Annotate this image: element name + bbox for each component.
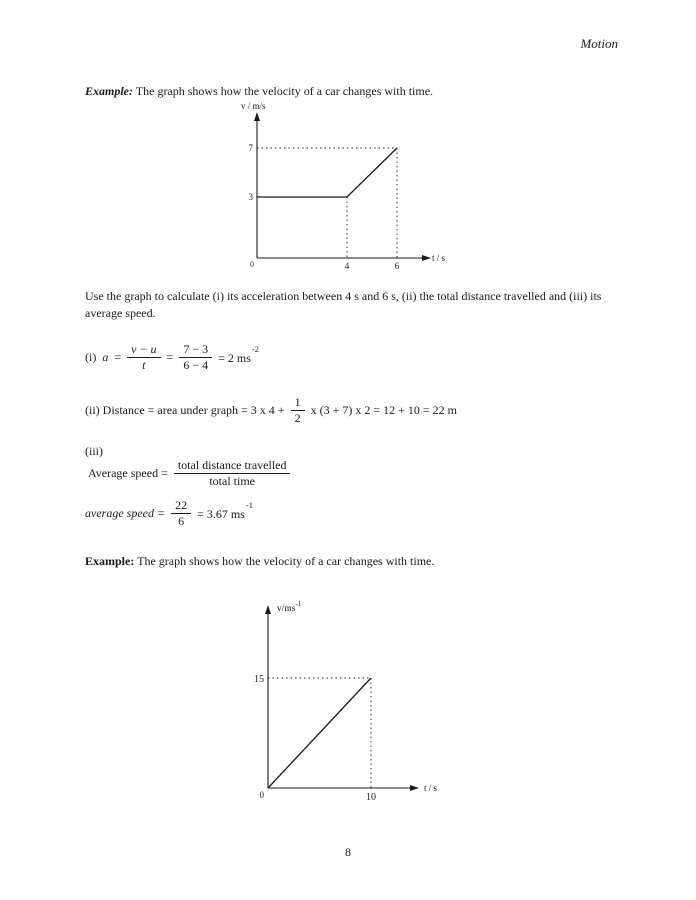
part-ii-tail: x (3 + 7) x 2 = 12 + 10 = 22 m (310, 403, 457, 417)
example-1-text: The graph shows how the velocity of a car changes with time. (133, 84, 434, 98)
origin-label: 0 (259, 790, 264, 800)
part-ii-lead: (ii) Distance = area under graph = 3 x 4 + (85, 403, 285, 417)
part-iii-label: (iii) (85, 444, 103, 458)
x-axis-arrow-icon (422, 255, 431, 261)
part-i-label: (i) (85, 350, 97, 364)
x-tick-4: 4 (344, 261, 350, 271)
example-2-heading (85, 553, 645, 570)
y-axis-label-exponent: -1 (295, 600, 302, 608)
y-tick-15: 15 (254, 674, 264, 685)
x-tick-10: 10 (366, 792, 376, 803)
x-tick-6: 6 (394, 261, 400, 271)
part-i-variable: a (102, 350, 109, 364)
average-speed-formula (88, 458, 290, 489)
solution-part-i (85, 342, 259, 373)
part-i-equals-1: = (114, 350, 122, 364)
avg-speed-result-lhs: average speed = (85, 506, 166, 520)
example-2-text: The graph shows how the velocity of a car changes with time. (134, 554, 435, 568)
velocity-line (257, 148, 397, 197)
avg-speed-lhs: Average speed = (88, 466, 168, 480)
avg-speed-fraction: $\frac{\text{total distance travelled}}{\text{total time}}$ (174, 458, 291, 489)
origin-label: 0 (250, 260, 254, 269)
avg-speed-result-value: = 3.67 $ms^{-1}$ (197, 500, 253, 521)
velocity-time-graph-1 (228, 100, 458, 275)
y-axis-label: $v/ms^{-1}$ (277, 600, 302, 614)
question-paragraph: Use the graph to calculate (i) its acceleration between 4 s and 6 s, (ii) the total distance travelled and (iii) its average speed. (85, 289, 602, 320)
y-axis-arrow-icon (254, 112, 260, 121)
x-axis-arrow-icon (410, 785, 419, 791)
average-speed-result (85, 498, 253, 529)
solution-part-ii (85, 395, 457, 426)
example-1-label: Example: (85, 84, 133, 98)
velocity-time-graph-2 (240, 597, 445, 817)
velocity-line (268, 678, 371, 788)
part-i-exponent: -2 (251, 344, 259, 354)
avg-speed-exponent: -1 (245, 500, 253, 510)
avg-speed-result-fraction: $\frac{22}{6}$ (171, 498, 191, 529)
x-axis-label: t / s (432, 253, 446, 263)
y-axis-arrow-icon (265, 605, 271, 614)
example-2-label: Example: (85, 554, 135, 568)
part-i-result: = 2 $ms^{-2}$ (218, 344, 259, 365)
part-i-equals-2: = (166, 350, 174, 364)
part-i-fraction-2: $\frac{7 - 3}{6 - 4}$ (179, 342, 212, 373)
y-axis-label: v / m/s (241, 101, 266, 111)
y-tick-7: 7 (248, 143, 253, 153)
x-axis-label: t / s (424, 783, 438, 793)
y-tick-3: 3 (248, 192, 253, 202)
example-1-heading (85, 83, 645, 100)
part-ii-fraction: $\frac{1}{2}$ (291, 395, 305, 426)
part-i-fraction-1: $\frac{v - u}{t}$ (127, 342, 160, 373)
page-header: Motion (580, 36, 618, 51)
page-number: 8 (345, 845, 351, 859)
